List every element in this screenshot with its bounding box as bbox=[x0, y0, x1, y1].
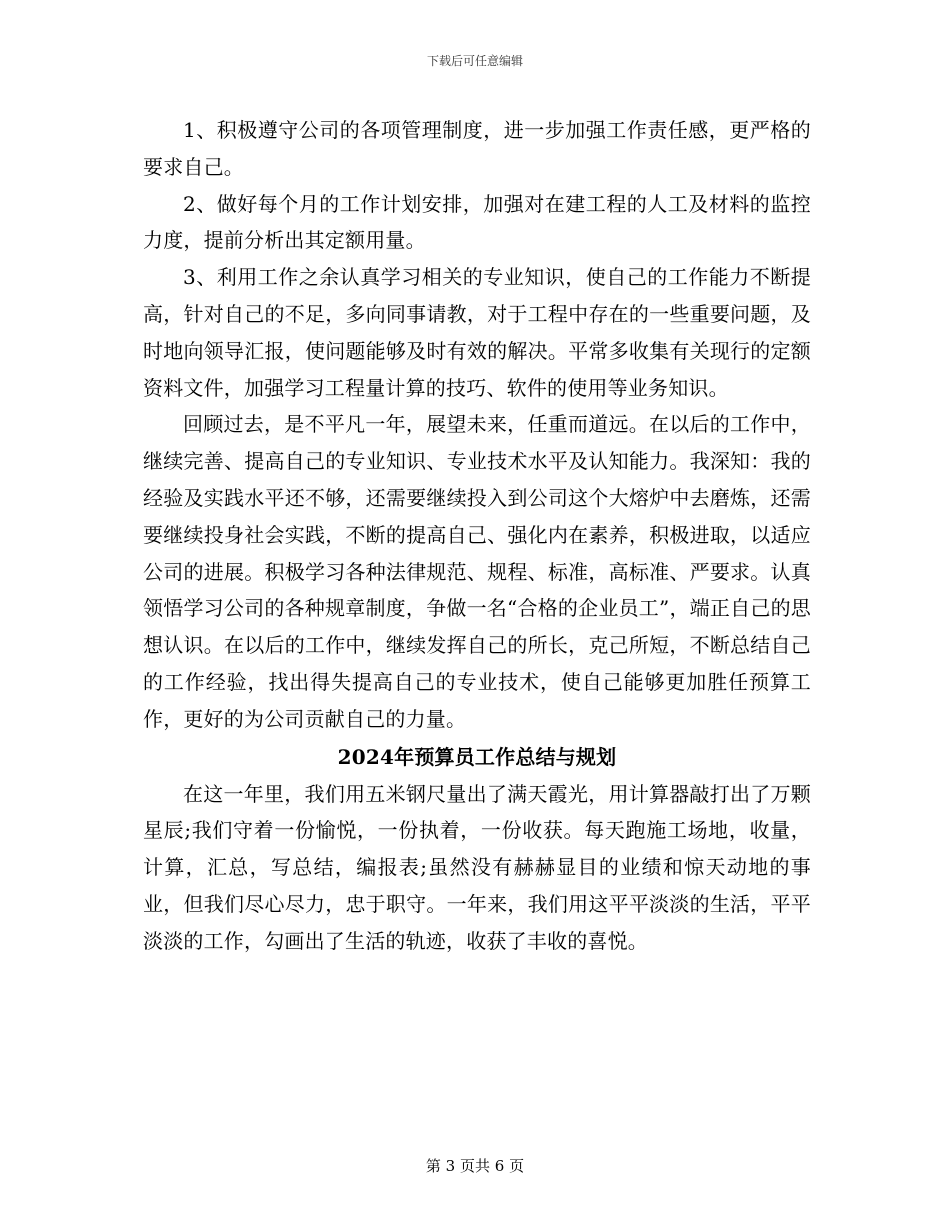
paragraph-item-1: 1、积极遵守公司的各项管理制度，进一步加强工作责任感，更严格的要求自己。 bbox=[143, 118, 811, 179]
paragraph-item-3: 3、利用工作之余认真学习相关的专业知识，使自己的工作能力不断提高，针对自己的不足，多向同事请教，对于工程中存在的一些重要问题，及时地向领导汇报，使问题能够及时有效的解决。平常多收集有关现行的定额资料文件，加强学习工程量计算的技巧、软件的使用等业务知识。 bbox=[143, 265, 811, 400]
paragraph-review: 回顾过去，是不平凡一年，展望未来，任重而道远。在以后的工作中，继续完善、提高自己的专业知识、专业技术水平及认知能力。我深知：我的经验及实践水平还不够，还需要继续投入到公司这个大熔炉中去磨炼，还需要继续投身社会实践，不断的提高自己、强化内在素养，积极进取，以适应公司的进展。积极学习各种法律规范、规程、标准，高标准、严要求。认真领悟学习公司的各种规章制度，争做一名“合格的企业员工”，端正自己的思想认识。在以后的工作中，继续发挥自己的所长，克己所短，不断总结自己的工作经验，找出得失提高自己的专业技术，使自己能够更加胜任预算工作，更好的为公司贡献自己的力量。 bbox=[143, 412, 811, 731]
document-body bbox=[143, 112, 811, 960]
page-header: 下载后可任意编辑 bbox=[426, 54, 523, 68]
section-paragraph: 在这一年里，我们用五米钢尺量出了满天霞光，用计算器敲打出了万颗星辰;我们守着一份愉悦，一份执着，一份收获。每天跑施工场地，收量，计算，汇总，写总结，编报表;虽然没有赫赫显目的业绩和惊天动地的事业，但我们尽心尽力，忠于职守。一年来，我们用这平平淡淡的生活，平平淡淡的工作，勾画出了生活的轨迹，收获了丰收的喜悦。 bbox=[143, 781, 811, 953]
paragraph-item-2: 2、做好每个月的工作计划安排，加强对在建工程的人工及材料的监控力度，提前分析出其定额用量。 bbox=[143, 191, 811, 253]
section-title: 2024年预算员工作总结与规划 bbox=[337, 744, 617, 769]
page-number: 第 3 页共 6 页 bbox=[425, 1157, 525, 1175]
